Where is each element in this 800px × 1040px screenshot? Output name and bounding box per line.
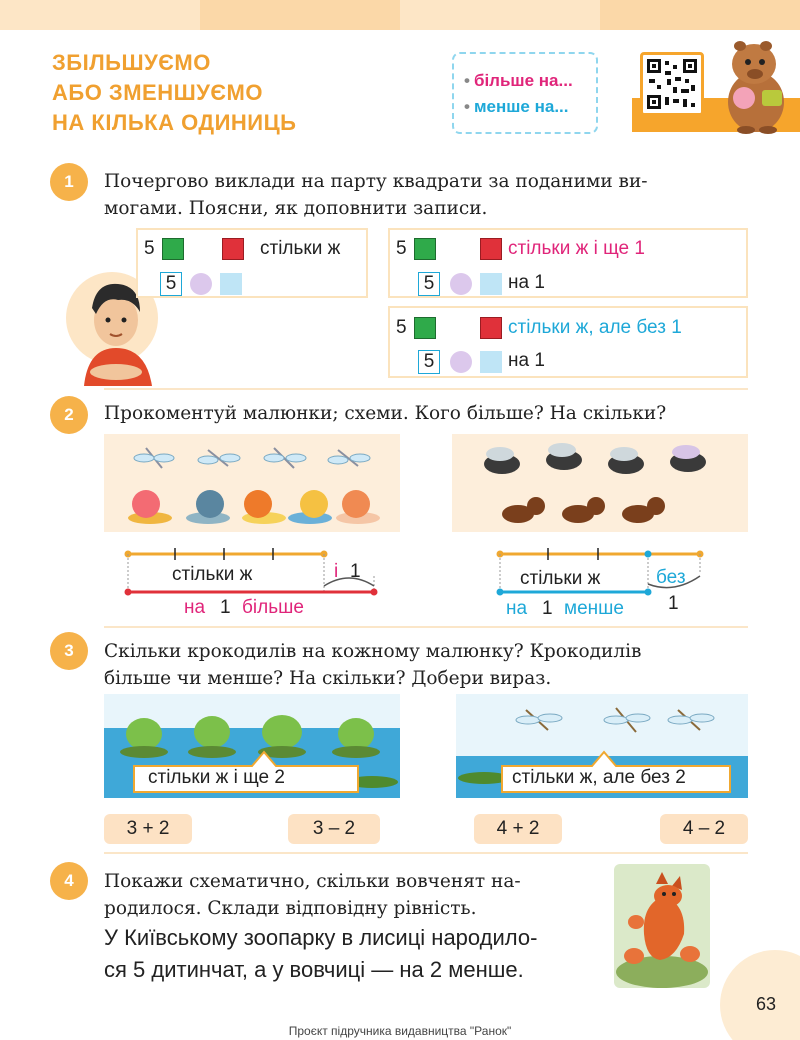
task-3-line-2: більше чи менше? На скільки? Добери вираз. — [104, 668, 552, 689]
purple-circle-icon — [190, 273, 212, 295]
task-2-instruction: Прокоментуй малюнки; схеми. Кого більше? На скільки? — [104, 403, 667, 424]
expression-option-4[interactable]: 4 – 2 — [660, 814, 748, 844]
green-square-icon — [414, 238, 436, 260]
divider — [104, 626, 748, 628]
red-square-icon — [480, 317, 502, 339]
box1-label: стільки ж — [260, 238, 341, 259]
green-square-icon — [414, 317, 436, 339]
expression-option-1[interactable]: 3 + 2 — [104, 814, 192, 844]
task-1-line-1: Почергово виклади на парту квадрати за поданими ви- — [104, 171, 648, 192]
task-2-number: 2 — [50, 396, 88, 434]
publisher-footer: Проєкт підручника видавництва "Ранок" — [288, 1024, 512, 1038]
qr-code-icon[interactable] — [640, 52, 704, 116]
schema1-on: на — [184, 597, 206, 618]
schema1-one: 1 — [350, 561, 361, 582]
task-4-line-1: Покажи схематично, скільки вовченят на- — [104, 871, 521, 892]
page-number: 63 — [756, 994, 777, 1014]
schema2-one: 1 — [668, 593, 679, 614]
problem-line-2: ся 5 дитинчат, а у вовчиці — на 2 менше. — [104, 957, 524, 982]
box2-result: на 1 — [508, 272, 545, 293]
divider — [104, 852, 748, 854]
box1-count: 5 — [144, 238, 155, 259]
box1-five: 5 — [160, 272, 182, 296]
task-1-instruction — [104, 168, 648, 222]
schema2-word: менше — [564, 598, 624, 619]
schema-more — [120, 544, 386, 604]
task-1-box-3 — [388, 306, 748, 378]
lesson-title — [52, 48, 297, 138]
problem-line-1: У Київському зоопарку в лисиці народило- — [104, 925, 538, 950]
purple-circle-icon — [450, 351, 472, 373]
sign-more: стільки ж і ще 2 — [148, 767, 285, 788]
expression-option-2[interactable]: 3 – 2 — [288, 814, 380, 844]
red-square-icon — [480, 238, 502, 260]
dragonflies-pond-scene — [456, 694, 748, 798]
divider — [104, 388, 748, 390]
sign-less: стільки ж, але без 2 — [512, 767, 686, 788]
box3-five: 5 — [418, 350, 440, 374]
box3-count: 5 — [396, 317, 407, 338]
title-line-1: ЗБІЛЬШУЄМО — [52, 50, 211, 75]
box2-five: 5 — [418, 272, 440, 296]
box2-label: стільки ж і ще 1 — [508, 238, 645, 259]
schema1-same: стільки ж — [172, 564, 253, 585]
schema1-and: і — [334, 561, 339, 582]
blue-square-icon — [480, 273, 502, 295]
keyword-tags: • більше на... • менше на... — [452, 52, 598, 134]
blue-square-icon — [480, 351, 502, 373]
expression-option-3[interactable]: 4 + 2 — [474, 814, 562, 844]
capybara-mascot-icon — [716, 32, 794, 134]
title-line-2: АБО ЗМЕНШУЄМО — [52, 80, 263, 105]
top-color-bands — [0, 0, 800, 30]
task-3-instruction — [104, 638, 641, 692]
tag-less: менше на... — [473, 97, 569, 116]
green-square-icon — [162, 238, 184, 260]
task-3-number: 3 — [50, 632, 88, 670]
box3-label: стільки ж, але без 1 — [508, 317, 682, 338]
task-4-number: 4 — [50, 862, 88, 900]
tag-more: більше на... — [473, 71, 573, 90]
task-1-box-1 — [136, 228, 368, 298]
schema2-without: без — [656, 567, 686, 588]
task-4-instruction — [104, 868, 521, 922]
schema2-same: стільки ж — [520, 568, 601, 589]
box3-result: на 1 — [508, 350, 545, 371]
purple-circle-icon — [450, 273, 472, 295]
task-3-line-1: Скільки крокодилів на кожному малюнку? Крокодилів — [104, 641, 642, 662]
task-4-line-2: родилося. Склади відповідну рівність. — [104, 898, 477, 919]
flies-ants-scene — [452, 434, 748, 532]
fox-family-illustration — [614, 864, 710, 988]
schema1-word: більше — [242, 597, 304, 618]
red-square-icon — [222, 238, 244, 260]
task-1-line-2: могами. Поясни, як доповнити записи. — [104, 198, 488, 219]
frogs-pond-scene — [104, 694, 400, 798]
task-1-box-2 — [388, 228, 748, 298]
schema1-num: 1 — [220, 597, 231, 618]
title-line-3: НА КІЛЬКА ОДИНИЦЬ — [52, 110, 297, 135]
box2-count: 5 — [396, 238, 407, 259]
blue-square-icon — [220, 273, 242, 295]
dragonflies-snails-scene — [104, 434, 400, 532]
task-4-problem — [104, 922, 537, 986]
schema2-num: 1 — [542, 598, 553, 619]
schema2-on: на — [506, 598, 528, 619]
task-1-number: 1 — [50, 163, 88, 201]
